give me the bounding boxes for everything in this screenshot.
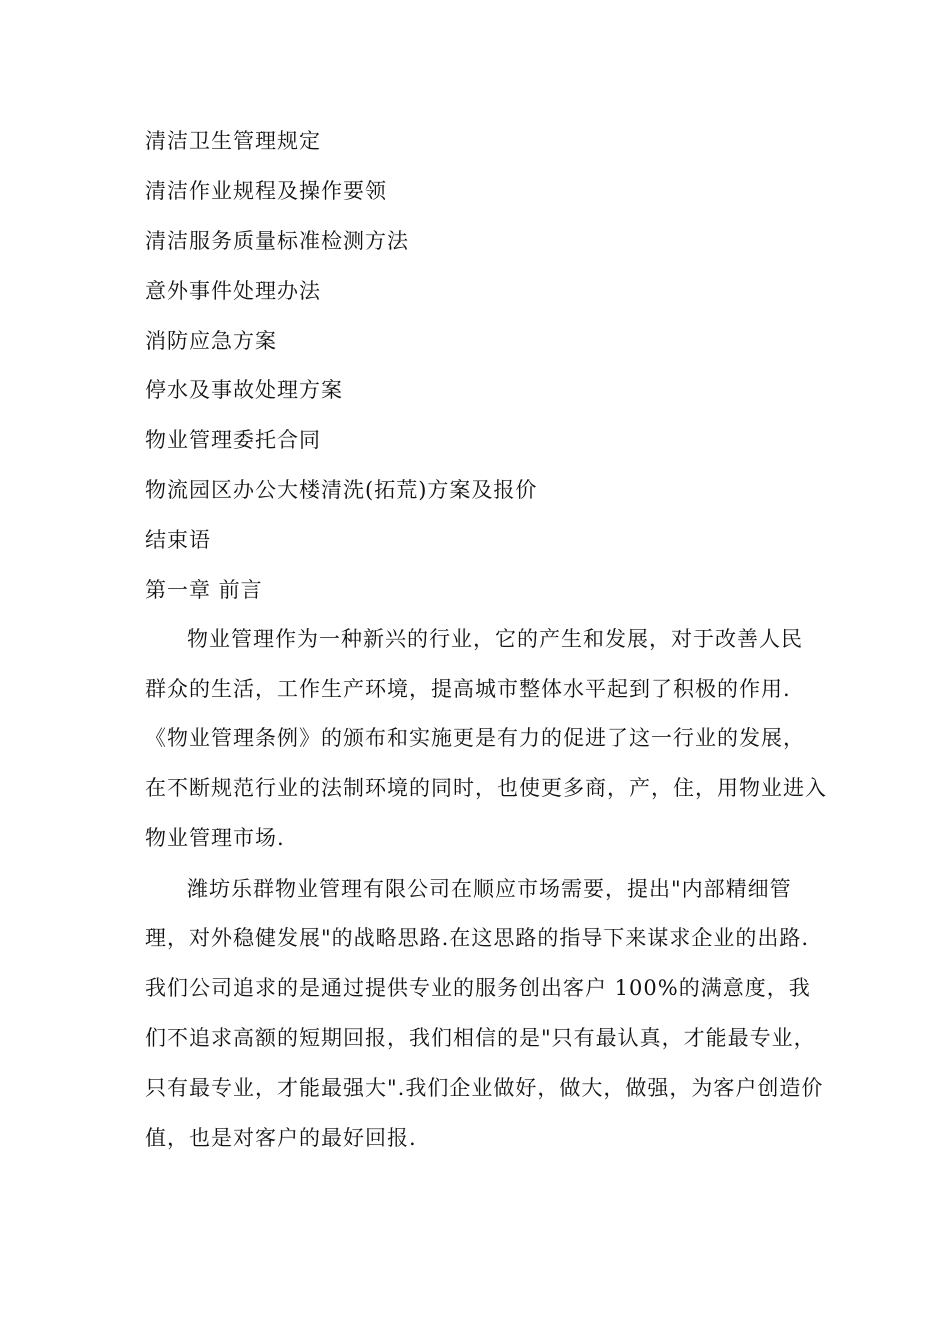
toc-item: 清洁卫生管理规定 (145, 129, 321, 153)
paragraph-line: 《物业管理条例》的颁布和实施更是有力的促进了这一行业的发展， (145, 726, 805, 750)
paragraph-line: 潍坊乐群物业管理有限公司在顺应市场需要，提出"内部精细管 (187, 877, 792, 901)
paragraph-line: 只有最专业，才能最强大".我们企业做好，做大，做强，为客户创造价 (145, 1076, 824, 1100)
toc-item: 物流园区办公大楼清洗(拓荒)方案及报价 (145, 478, 538, 502)
toc-item: 意外事件处理办法 (145, 279, 321, 303)
toc-item: 清洁作业规程及操作要领 (145, 179, 387, 203)
chapter-heading: 第一章 前言 (145, 578, 263, 602)
paragraph-line: 理，对外稳健发展"的战略思路.在这思路的指导下来谋求企业的出路. (145, 926, 810, 950)
toc-item: 物业管理委托合同 (145, 428, 321, 452)
paragraph-line: 群众的生活，工作生产环境，提高城市整体水平起到了积极的作用. (145, 677, 791, 701)
paragraph-line: 值，也是对客户的最好回报. (145, 1126, 417, 1150)
paragraph-line: 在不断规范行业的法制环境的同时，也使更多商，产，住，用物业进入 (145, 776, 827, 800)
paragraph-line: 们不追求高额的短期回报，我们相信的是"只有最认真，才能最专业， (145, 1026, 816, 1050)
toc-item: 停水及事故处理方案 (145, 378, 343, 402)
toc-item: 结束语 (145, 528, 211, 552)
toc-item: 消防应急方案 (145, 329, 277, 353)
paragraph-line: 我们公司追求的是通过提供专业的服务创出客户 100%的满意度，我 (145, 976, 811, 1000)
paragraph-line: 物业管理作为一种新兴的行业，它的产生和发展，对于改善人民 (187, 627, 803, 651)
paragraph-line: 物业管理市场. (145, 826, 285, 850)
toc-item: 清洁服务质量标准检测方法 (145, 229, 409, 253)
